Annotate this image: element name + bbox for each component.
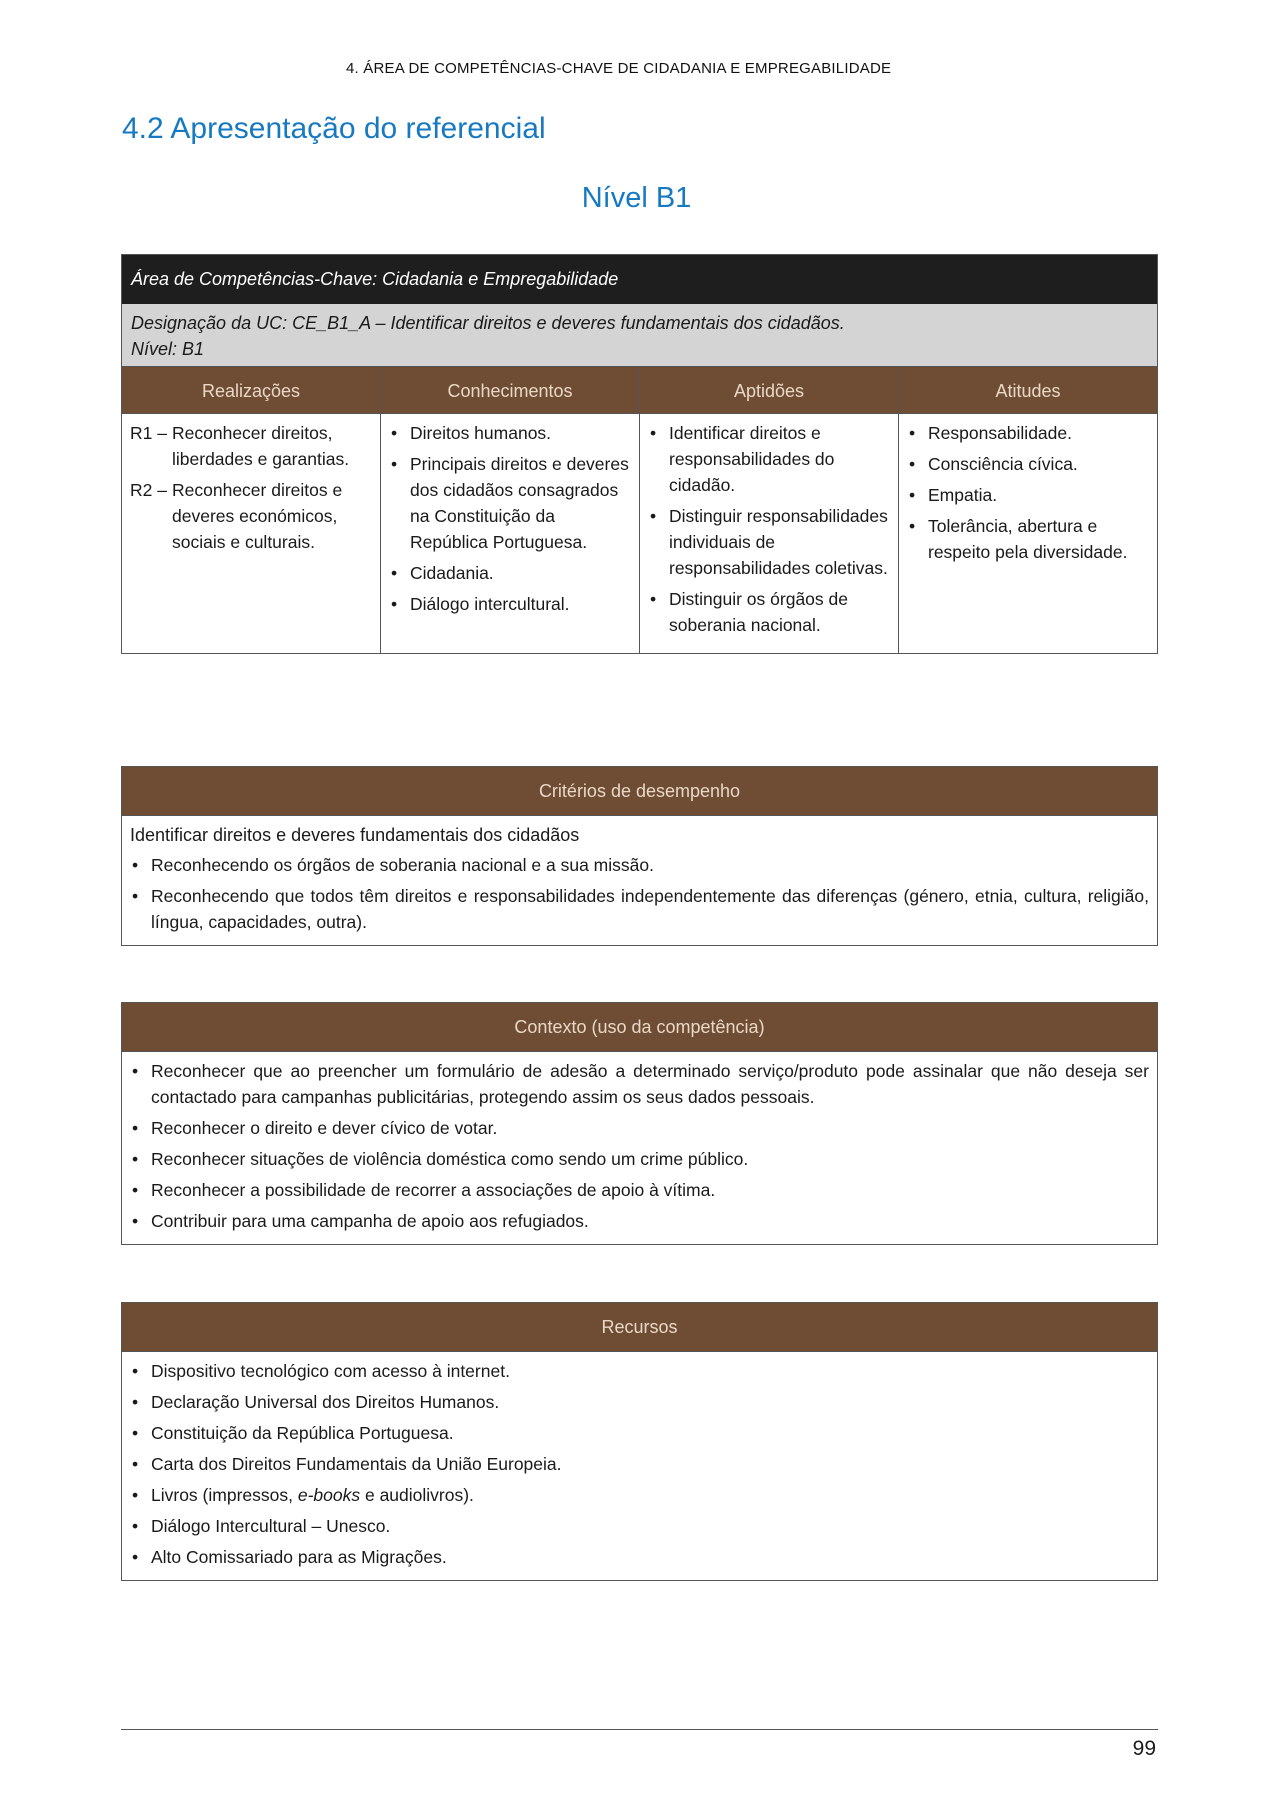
list-item: • Distinguir responsabilidades individuais de responsabilidades coletivas.: [648, 503, 890, 581]
list-item: • Reconhecer que ao preencher um formulário de adesão a determinado serviço/produto pode assinalar que não deseja ser contactado para campanhas publicitárias, protegendo assim os seus dados pessoais.: [130, 1058, 1149, 1110]
uc-table: [121, 254, 1158, 654]
list-item: • Responsabilidade.: [907, 420, 1149, 446]
area-header: Área de Competências-Chave: Cidadania e Empregabilidade: [122, 255, 1157, 304]
realizacoes-cell: [122, 414, 380, 653]
column-header-realizacoes: Realizações: [122, 366, 380, 414]
realizacao-item: [130, 420, 372, 472]
realizacao-item: [130, 477, 372, 555]
list-item: • Consciência cívica.: [907, 451, 1149, 477]
column-header-atitudes: Atitudes: [898, 366, 1157, 414]
realizacao-id: R1 –: [130, 423, 167, 443]
list-item: • Empatia.: [907, 482, 1149, 508]
list-item: • Reconhecendo os órgãos de soberania nacional e a sua missão.: [130, 852, 1149, 878]
realizacao-id: R2 –: [130, 480, 167, 500]
list-item: • Reconhecendo que todos têm direitos e responsabilidades independentemente das diferenças (género, etnia, cultura, religião, língua, capacidades, outra).: [130, 883, 1149, 935]
list-item-text: e audiolivros).: [360, 1485, 474, 1505]
column-headers: [122, 366, 1157, 414]
level-title: Nível B1: [581, 182, 692, 214]
list-item: • Alto Comissariado para as Migrações.: [130, 1544, 1149, 1570]
list-item: • Diálogo intercultural.: [389, 591, 631, 617]
list-item: • Reconhecer situações de violência doméstica como sendo um crime público.: [130, 1146, 1149, 1172]
list-item: • Distinguir os órgãos de soberania nacional.: [648, 586, 890, 638]
list-item: • Diálogo Intercultural – Unesco.: [130, 1513, 1149, 1539]
recursos-header: Recursos: [122, 1303, 1157, 1352]
running-head: 4. ÁREA DE COMPETÊNCIAS-CHAVE DE CIDADANIA E EMPREGABILIDADE: [346, 60, 892, 77]
aptidoes-cell: [639, 414, 898, 653]
section-title: 4.2 Apresentação do referencial: [122, 112, 546, 145]
atitudes-cell: [898, 414, 1157, 653]
uc-level: Nível: B1: [131, 339, 205, 359]
list-item-italic: e-books: [297, 1485, 361, 1505]
list-item: • Dispositivo tecnológico com acesso à internet.: [130, 1358, 1149, 1384]
criterios-panel: [121, 766, 1158, 946]
list-item: • Contribuir para uma campanha de apoio aos refugiados.: [130, 1208, 1149, 1234]
designation-header: [122, 304, 1157, 366]
list-item: [130, 1482, 1149, 1508]
list-item-text: Livros (impressos,: [151, 1485, 298, 1505]
criterios-title: Identificar direitos e deveres fundamentais dos cidadãos: [130, 825, 580, 845]
conhecimentos-cell: [380, 414, 639, 653]
column-header-aptidoes: Aptidões: [639, 366, 898, 414]
uc-designation: Designação da UC: CE_B1_A – Identificar direitos e deveres fundamentais dos cidadãos.: [131, 313, 845, 333]
criterios-header: Critérios de desempenho: [122, 767, 1157, 816]
list-item: • Direitos humanos.: [389, 420, 631, 446]
realizacao-text: Reconhecer direitos e deveres económicos, sociais e culturais.: [172, 480, 343, 552]
contexto-header: Contexto (uso da competência): [122, 1003, 1157, 1052]
list-item: • Declaração Universal dos Direitos Humanos.: [130, 1389, 1149, 1415]
recursos-panel: [121, 1302, 1158, 1581]
footer-rule: [121, 1729, 1158, 1730]
column-header-conhecimentos: Conhecimentos: [380, 366, 639, 414]
contexto-panel: [121, 1002, 1158, 1245]
list-item: • Carta dos Direitos Fundamentais da União Europeia.: [130, 1451, 1149, 1477]
list-item: • Constituição da República Portuguesa.: [130, 1420, 1149, 1446]
list-item: • Reconhecer o direito e dever cívico de votar.: [130, 1115, 1149, 1141]
list-item: • Cidadania.: [389, 560, 631, 586]
uc-table-body: [122, 414, 1157, 653]
list-item: • Tolerância, abertura e respeito pela diversidade.: [907, 513, 1149, 565]
page-number: 99: [1132, 1737, 1156, 1760]
realizacao-text: Reconhecer direitos, liberdades e garantias.: [172, 423, 350, 469]
list-item: • Principais direitos e deveres dos cidadãos consagrados na Constituição da República Portuguesa.: [389, 451, 631, 555]
list-item: • Reconhecer a possibilidade de recorrer a associações de apoio à vítima.: [130, 1177, 1149, 1203]
list-item: • Identificar direitos e responsabilidades do cidadão.: [648, 420, 890, 498]
